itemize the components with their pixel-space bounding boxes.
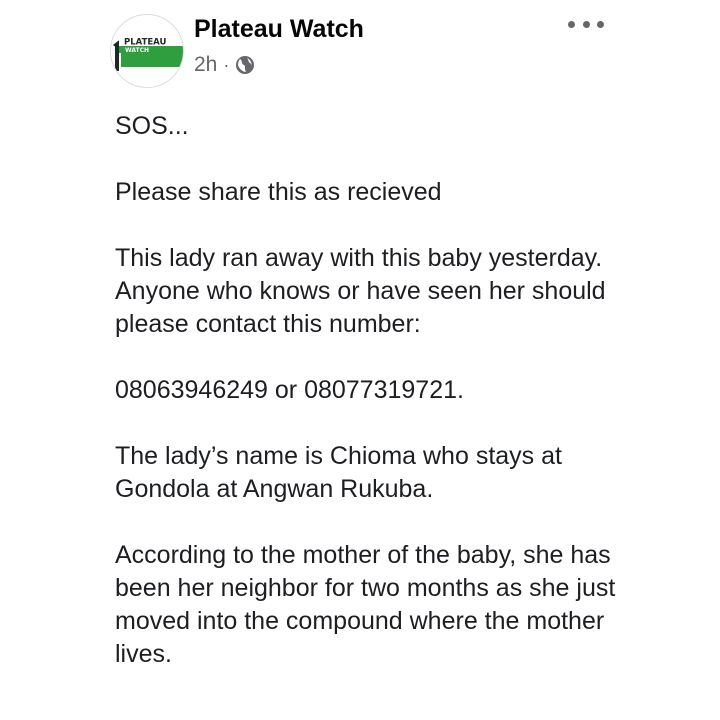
page-name-link[interactable]: Plateau Watch: [194, 15, 364, 43]
more-dot: [568, 21, 575, 28]
post-body: [115, 110, 635, 704]
post-header: [0, 0, 720, 90]
logo-text-top: PLATEAU: [124, 37, 167, 48]
post-meta: [194, 52, 255, 78]
page-avatar[interactable]: [110, 14, 184, 88]
post-paragraph: Please share this as recieved: [115, 178, 442, 206]
plateau-watch-logo: [111, 15, 183, 87]
globe-icon[interactable]: [235, 55, 255, 75]
more-dot: [583, 21, 590, 28]
more-options-icon[interactable]: [568, 12, 604, 36]
post-paragraph: According to the mother of the baby, she has been her neighbor for two months as she just moved into the compound where the mother lives.: [115, 541, 616, 668]
post-paragraph: SOS...: [115, 112, 189, 140]
post-paragraph: The lady’s name is Chioma who stays at Gondola at Angwan Rukuba.: [115, 442, 562, 503]
post-paragraph-phone-numbers: 08063946249 or 08077319721.: [115, 376, 464, 404]
post-timestamp[interactable]: 2h: [194, 53, 218, 76]
meta-separator: ·: [223, 54, 230, 75]
post-paragraph: This lady ran away with this baby yesterday. Anyone who knows or have seen her should please contact this number:: [115, 244, 606, 338]
more-dot: [597, 21, 604, 28]
logo-text-bottom: WATCH: [125, 47, 150, 54]
